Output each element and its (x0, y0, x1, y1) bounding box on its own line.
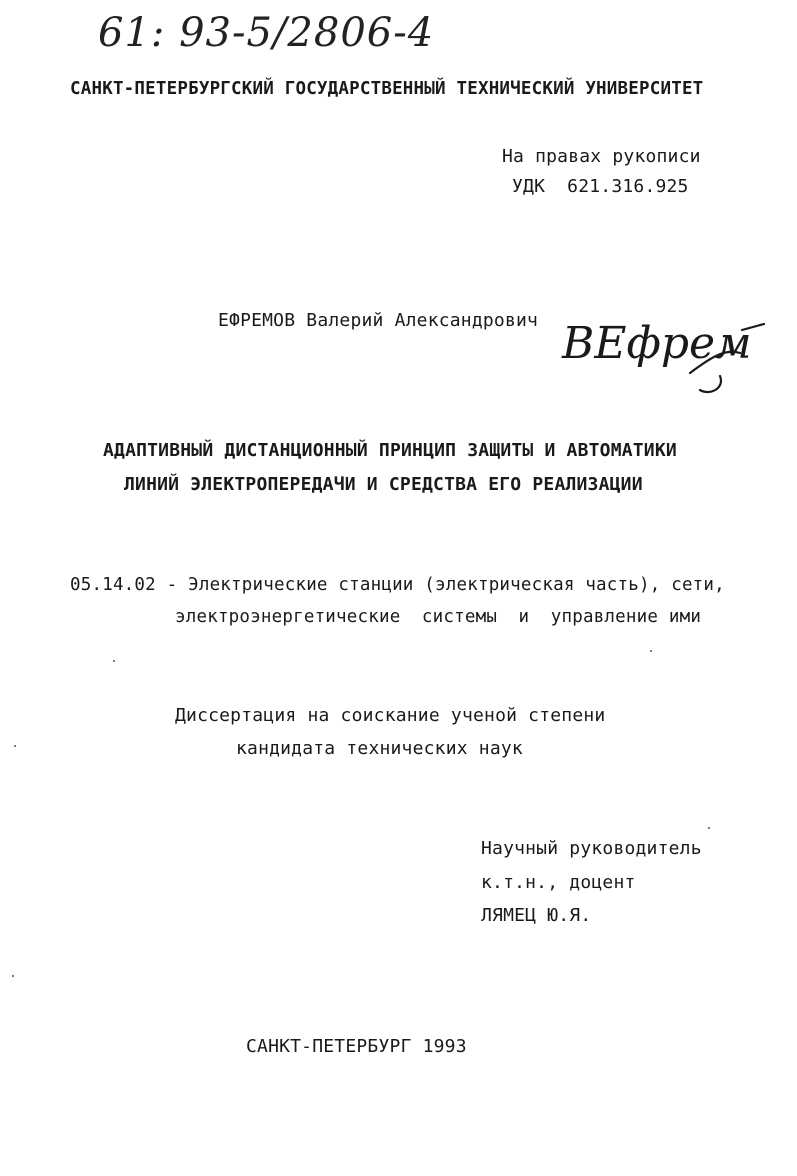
scan-speck (650, 650, 652, 652)
specialty-line-2: электроэнергетические системы и управление ими (175, 607, 702, 627)
university-name: САНКТ-ПЕТЕРБУРГСКИЙ ГОСУДАРСТВЕННЫЙ ТЕХНИЧЕСКИЙ УНИВЕРСИТЕТ (70, 79, 704, 99)
supervisor-degree: к.т.н., доцент (481, 872, 636, 893)
title-line-1: АДАПТИВНЫЙ ДИСТАНЦИОННЫЙ ПРИНЦИП ЗАЩИТЫ И АВТОМАТИКИ (103, 440, 677, 461)
signature-flourish (680, 318, 770, 398)
scan-speck (12, 975, 14, 977)
scan-speck (14, 745, 16, 747)
degree-line-2: кандидата технических наук (236, 738, 523, 759)
scan-speck (708, 827, 710, 829)
author-name: ЕФРЕМОВ Валерий Александрович (218, 310, 539, 331)
degree-line-1: Диссертация на соискание ученой степени (175, 705, 606, 726)
manuscript-rights: На правах рукописи (502, 146, 701, 167)
city-year: САНКТ-ПЕТЕРБУРГ 1993 (246, 1036, 467, 1057)
archive-code-handwritten: 61: 93-5/2806-4 (98, 10, 435, 56)
title-line-2: ЛИНИЙ ЭЛЕКТРОПЕРЕДАЧИ И СРЕДСТВА ЕГО РЕАЛИЗАЦИИ (124, 474, 643, 495)
supervisor-title: Научный руководитель (481, 838, 702, 859)
author-signature: ВЕфрем (562, 318, 752, 369)
specialty-line-1: 05.14.02 - Электрические станции (электрическая часть), сети, (70, 575, 725, 595)
scan-speck (113, 660, 115, 662)
udk-code: УДК 621.316.925 (512, 176, 689, 197)
supervisor-name: ЛЯМЕЦ Ю.Я. (481, 905, 592, 926)
